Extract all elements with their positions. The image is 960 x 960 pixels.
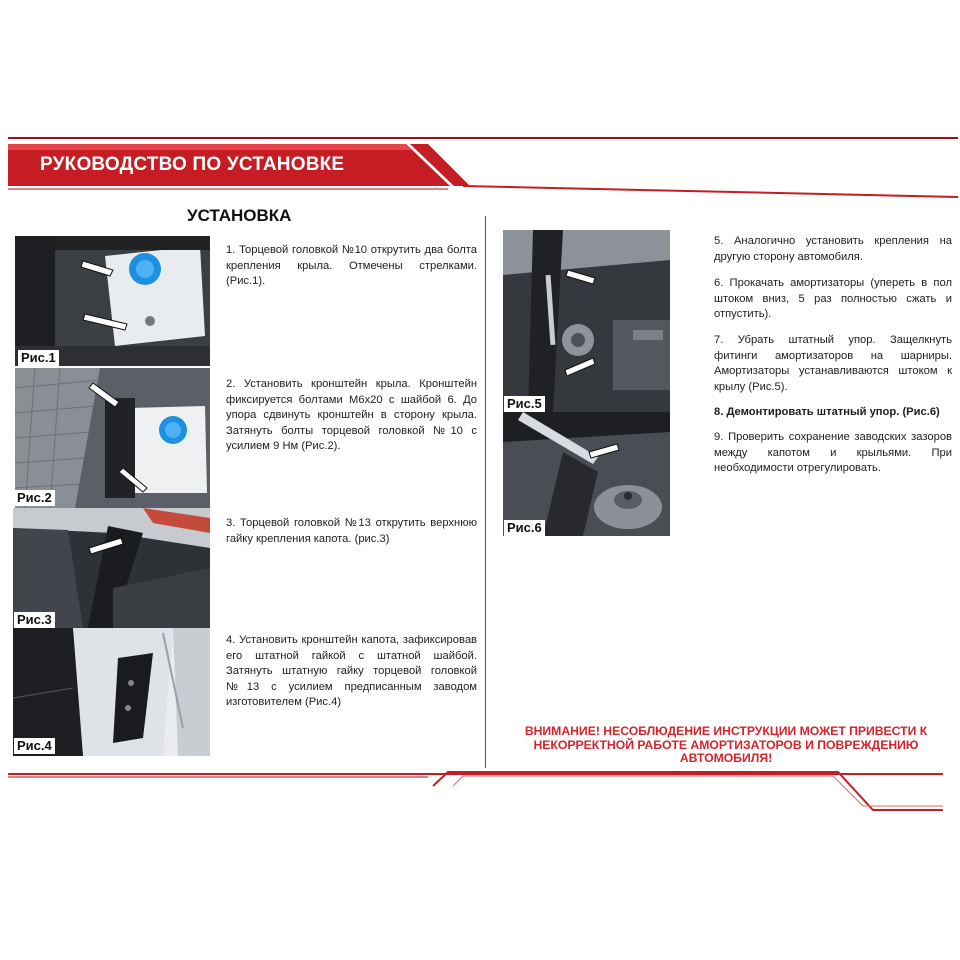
figure-5-photo bbox=[503, 230, 670, 412]
footer-graphic bbox=[8, 766, 958, 816]
step-6-text: 6. Прокачать амортизаторы (упереть в пол штоком вниз, 5 раз полностью сжать и отпустить). bbox=[714, 277, 952, 320]
step-3-text: 3. Торцевой головкой №13 открутить верхнюю гайку крепления капота. (рис.3) bbox=[226, 517, 477, 545]
figure-2-label: Рис.2 bbox=[14, 490, 55, 506]
figure-6-photo bbox=[503, 412, 670, 536]
section-title: УСТАНОВКА bbox=[187, 206, 292, 225]
warning-notice: ВНИМАНИЕ! НЕСОБЛЮДЕНИЕ ИНСТРУКЦИИ МОЖЕТ ПРИВЕСТИ К НЕКОРРЕКТНОЙ РАБОТЕ АМОРТИЗАТОРОВ И ПОВРЕЖДЕНИЮ АВТОМОБИЛЯ! bbox=[524, 724, 928, 765]
page-title: РУКОВОДСТВО ПО УСТАНОВКЕ bbox=[40, 154, 345, 175]
figure-5-label: Рис.5 bbox=[504, 396, 545, 412]
figure-3-photo bbox=[13, 508, 210, 628]
figure-3-label: Рис.3 bbox=[14, 612, 55, 628]
figure-4-label: Рис.4 bbox=[14, 738, 55, 754]
figure-6-label: Рис.6 bbox=[504, 520, 545, 536]
header-banner bbox=[8, 136, 958, 202]
figure-2-photo bbox=[15, 368, 210, 508]
figure-1-photo bbox=[15, 236, 210, 366]
figure-1-label: Рис.1 bbox=[18, 350, 59, 366]
column-divider bbox=[485, 216, 486, 768]
step-8-text bbox=[714, 405, 952, 421]
footer-decoration bbox=[8, 766, 958, 816]
step-9-text: 9. Проверить сохранение заводских зазоров между капотом и крыльями. При необходимости отрегулировать. bbox=[714, 431, 952, 474]
step-4-text: 4. Установить кронштейн капота, зафиксировав его штатной гайкой с штатной шайбой. Затянуть штатную гайку торцевой головкой №13 с усилием предписанным заводом изготовителем (Рис.4) bbox=[226, 634, 477, 708]
step-1-text: 1. Торцевой головкой №10 открутить два болта крепления крыла. Отмечены стрелками. (Рис.1). bbox=[226, 244, 477, 287]
step-5-text: 5. Аналогично установить крепления на другую сторону автомобиля. bbox=[714, 235, 952, 263]
step-2-text: 2. Установить кронштейн крыла. Кронштейн фиксируется болтами М6х20 с шайбой 6. До упора сдвинуть кронштейн в сторону крыла. Затянуть болты торцевой головкой №10 с усилием 9 Нм (Рис.2). bbox=[226, 378, 477, 452]
step-8-bold-text: 8. Демонтировать штатный упор. (Рис.6) bbox=[714, 406, 940, 418]
step-7-text: 7. Убрать штатный упор. Защелкнуть фитинги амортизаторов на шарниры. Амортизаторы устанавливаются штоком к крылу (Рис.5). bbox=[714, 334, 952, 393]
figure-4-photo bbox=[13, 628, 210, 756]
